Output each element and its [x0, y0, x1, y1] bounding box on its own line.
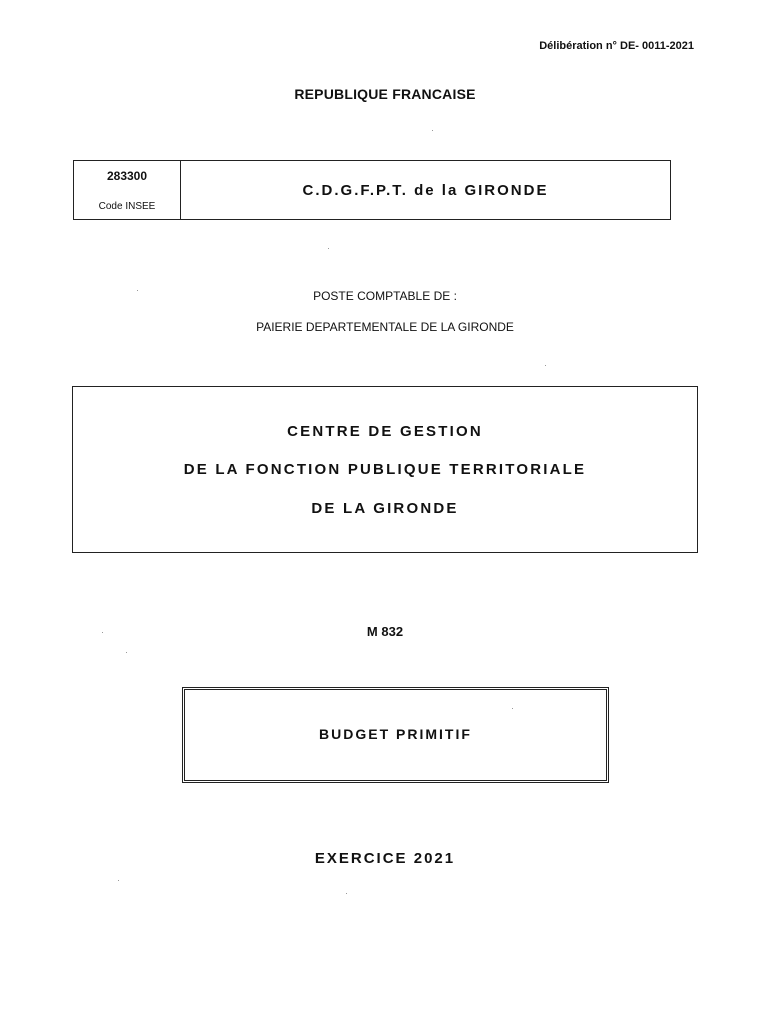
organisme-box — [73, 160, 671, 220]
institution-line-3: DE LA GIRONDE — [311, 500, 459, 517]
insee-code: 283300 — [106, 169, 148, 183]
scan-speck — [126, 652, 127, 653]
institution-line-2: DE LA FONCTION PUBLIQUE TERRITORIALE — [183, 461, 587, 478]
country-heading: REPUBLIQUE FRANCAISE — [294, 86, 476, 102]
scan-speck — [137, 290, 138, 291]
budget-box — [182, 687, 609, 783]
scan-speck — [346, 893, 347, 894]
scan-speck — [432, 130, 433, 131]
scan-speck — [328, 248, 329, 249]
budget-label: BUDGET PRIMITIF — [319, 726, 472, 742]
poste-comptable-label: POSTE COMPTABLE DE : — [313, 289, 457, 303]
exercice-year: EXERCICE 2021 — [314, 850, 456, 867]
poste-comptable-value: PAIERIE DEPARTEMENTALE DE LA GIRONDE — [256, 320, 514, 334]
scan-speck — [102, 632, 103, 633]
scan-speck — [545, 365, 546, 366]
deliberation-number: Délibération n° DE- 0011-2021 — [539, 40, 694, 52]
nomenclature-code: M 832 — [366, 624, 404, 639]
institution-line-1: CENTRE DE GESTION — [287, 423, 483, 440]
insee-cell — [74, 161, 181, 219]
insee-label: Code INSEE — [98, 201, 156, 212]
scan-speck — [118, 880, 119, 881]
organisme-name: C.D.G.F.P.T. de la GIRONDE — [302, 181, 549, 199]
institution-box — [72, 386, 698, 553]
scan-speck — [512, 708, 513, 709]
